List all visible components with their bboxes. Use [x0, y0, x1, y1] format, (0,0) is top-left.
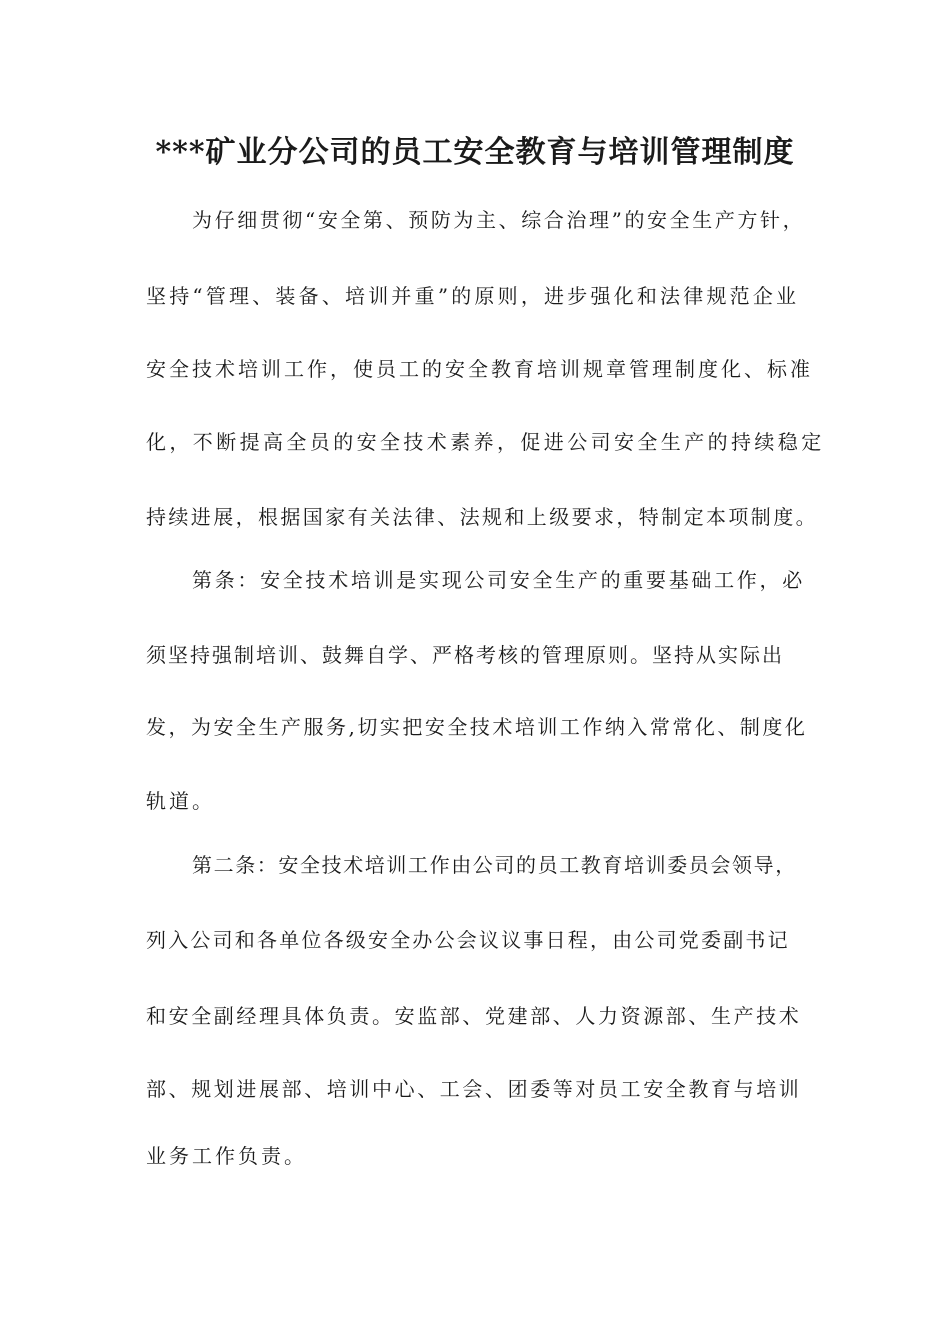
article-2-line-5: 业务工作负责。 — [146, 1144, 307, 1168]
paragraph-1-line-1: 为仔细贯彻“安全第、预防为主、综合治理”的安全生产方针， — [192, 208, 806, 232]
document-title: ***矿业分公司的员工安全教育与培训管理制度 — [155, 135, 795, 170]
paragraph-1-line-3: 安全技术培训工作，使员工的安全教育培训规章管理制度化、标准 — [146, 357, 813, 381]
paragraph-1-line-4: 化，不断提高全员的安全技术素养，促进公司安全生产的持续稳定 — [146, 430, 825, 454]
article-1-line-3: 发，为安全生产服务,切实把安全技术培训工作纳入常常化、制度化 — [146, 715, 808, 739]
article-2-line-4: 部、规划进展部、培训中心、工会、团委等对员工安全教育与培训 — [146, 1077, 802, 1101]
article-2-line-2: 列入公司和各单位各级安全办公会议议事日程，由公司党委副书记 — [146, 928, 790, 952]
article-1-line-4: 轨道。 — [146, 789, 215, 813]
paragraph-1-line-5: 持续进展，根据国家有关法律、法规和上级要求，特制定本项制度。 — [146, 505, 818, 529]
article-2-line-3: 和安全副经理具体负责。安监部、党建部、人力资源部、生产技术 — [146, 1004, 802, 1028]
article-1-line-1: 第条：安全技术培训是实现公司安全生产的重要基础工作，必 — [192, 568, 805, 592]
article-2-line-1: 第二条：安全技术培训工作由公司的员工教育培训委员会领导， — [192, 853, 797, 877]
paragraph-1-line-2: 坚持“管理、装备、培训并重”的原则，进步强化和法律规范企业 — [146, 284, 800, 308]
article-1-line-2: 须坚持强制培训、鼓舞自学、严格考核的管理原则。坚持从实际出 — [146, 643, 784, 667]
